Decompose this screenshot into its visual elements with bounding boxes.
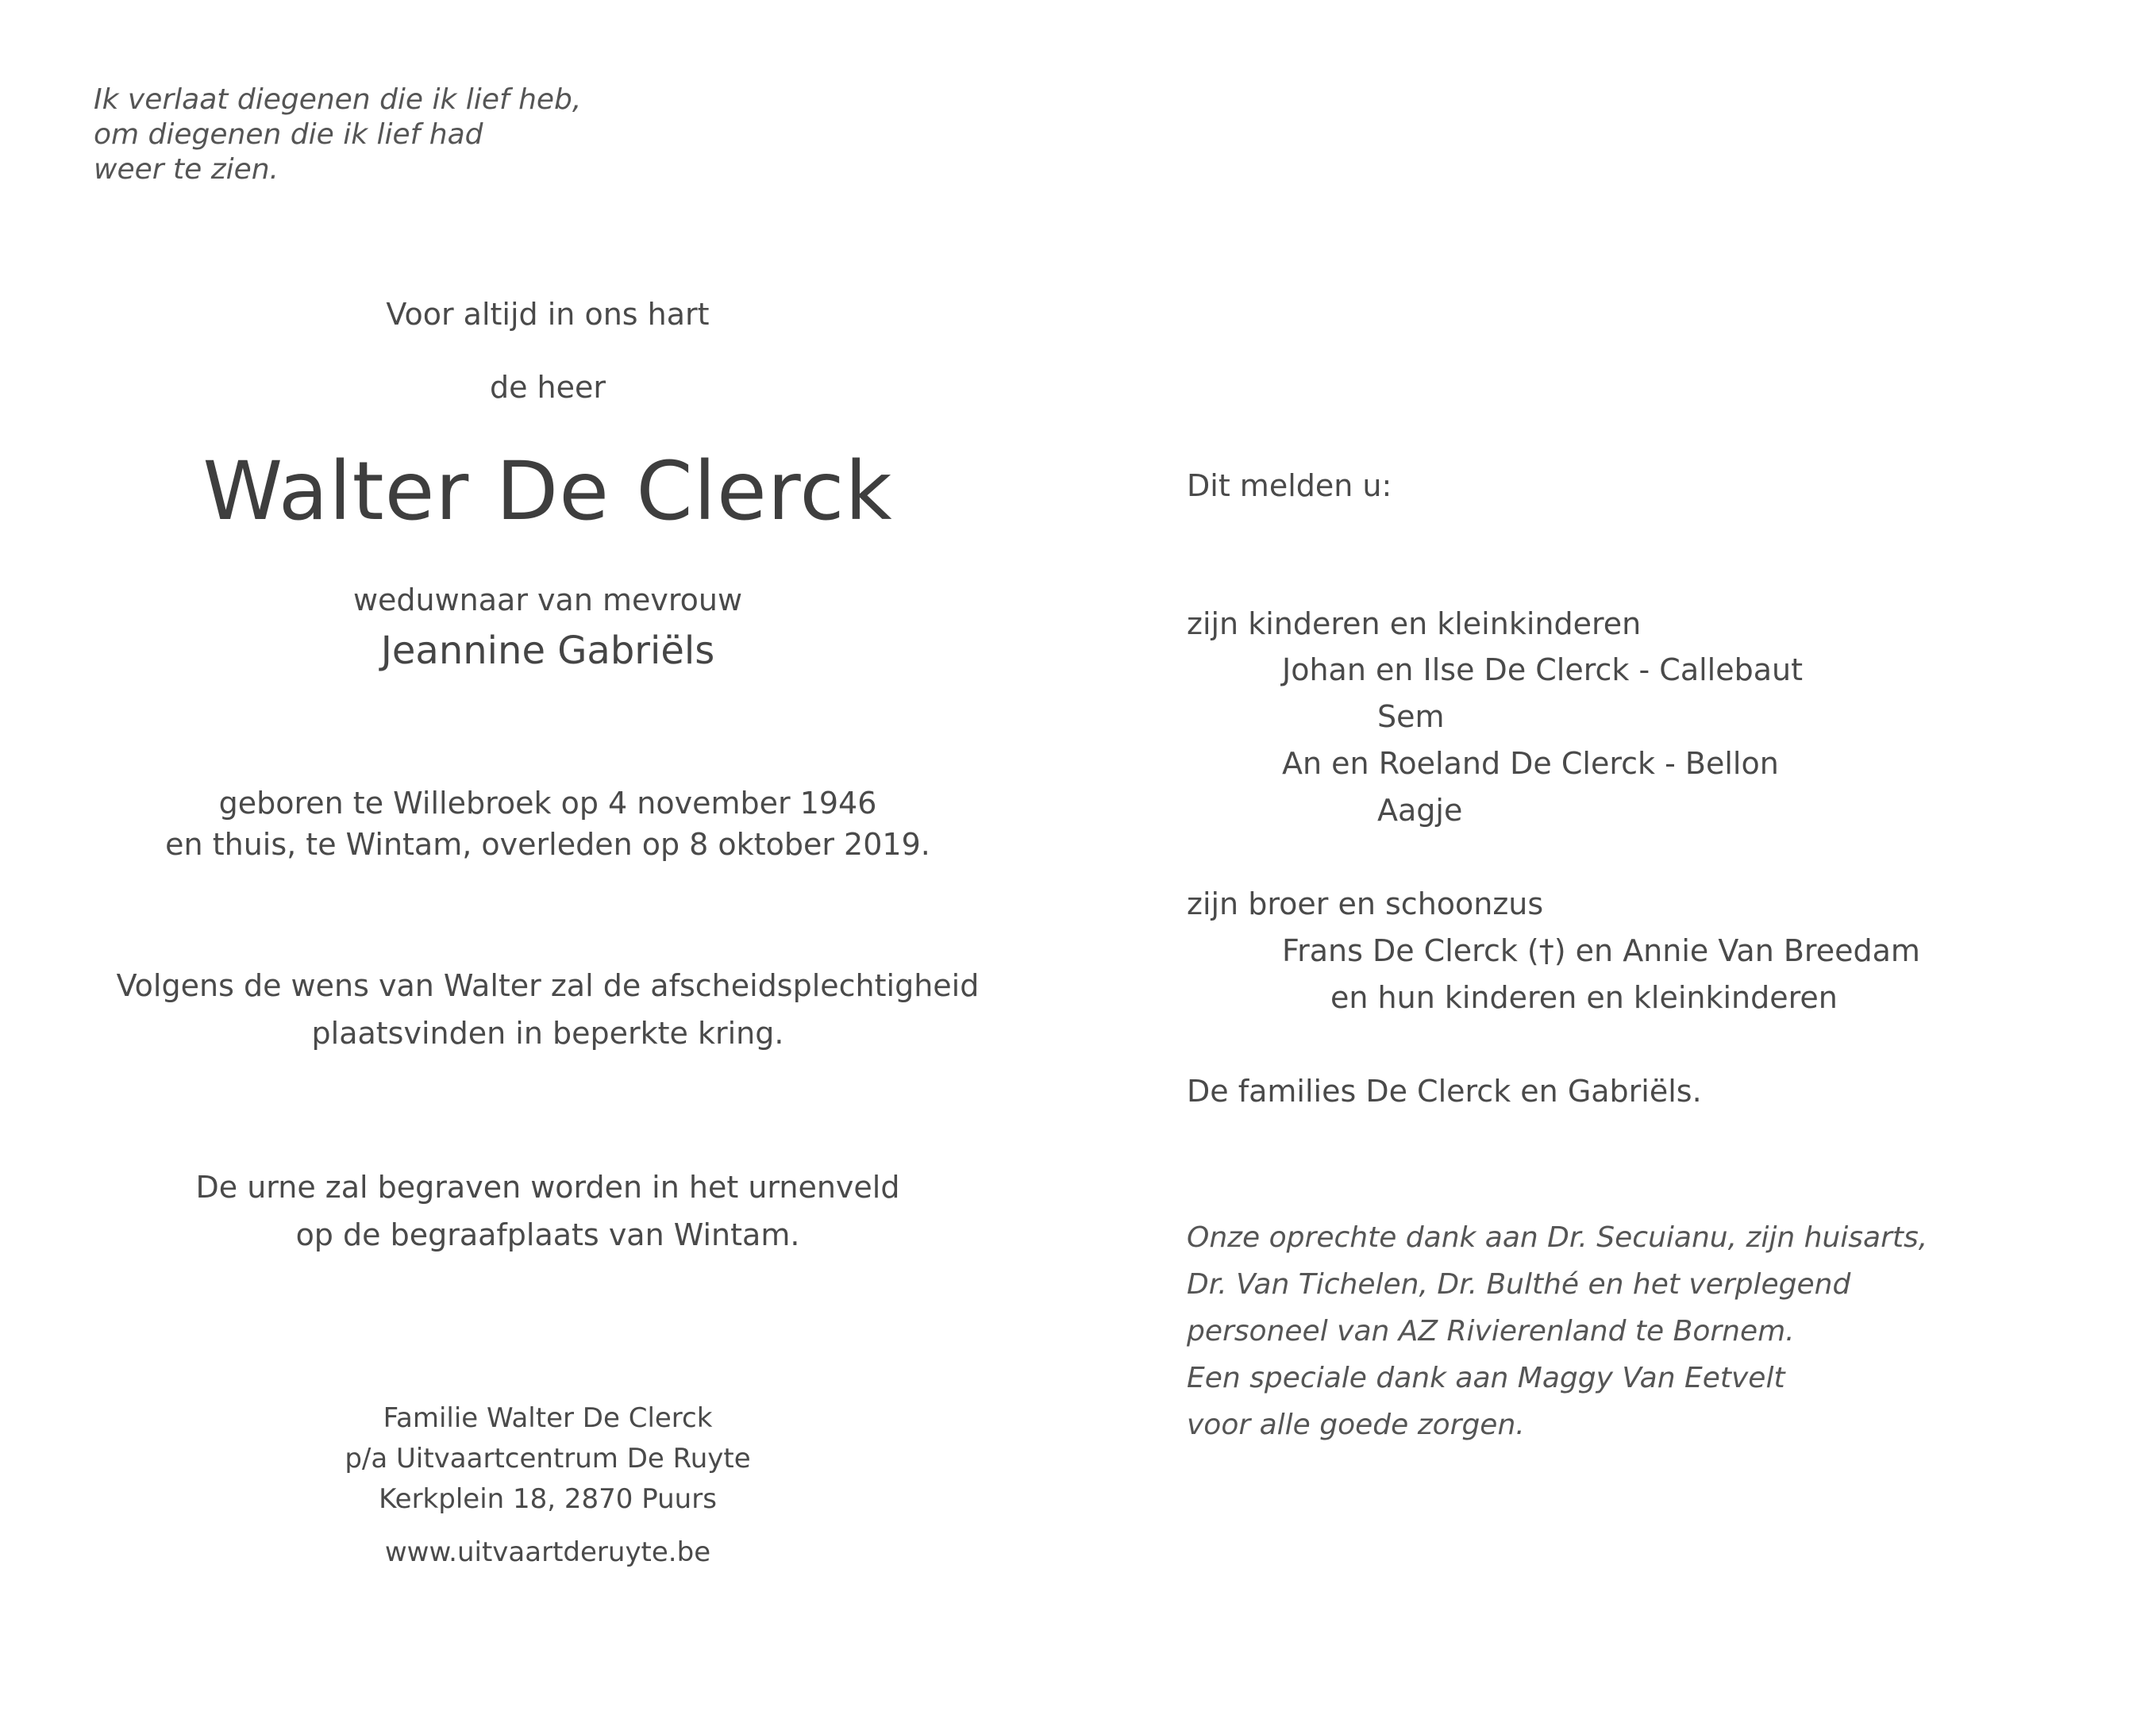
deceased-name: Walter De Clerck [202, 444, 893, 539]
contact-funeral-home: p/a Uitvaartcentrum De Ruyte [345, 1443, 751, 1474]
thanks-note [1187, 1214, 1927, 1448]
birth-line: geboren te Willebroek op 4 november 1946 [218, 786, 877, 821]
grandchild: Aagje [1377, 793, 1463, 828]
spouse-name: Jeannine Gabriëls [380, 629, 715, 673]
children-heading: zijn kinderen en kleinkinderen [1187, 606, 1642, 641]
thanks-line: Onze oprechte dank aan Dr. Secuianu, zijn huisarts, [1187, 1221, 1928, 1254]
child-family: An en Roeland De Clerck - Bellon [1282, 746, 1779, 781]
thanks-line: Een speciale dank aan Maggy Van Eetvelt [1187, 1362, 1785, 1394]
sibling-descendants: en hun kinderen en kleinkinderen [1330, 980, 1838, 1015]
sibling-family: Frans De Clerck (†) en Annie Van Breedam [1282, 933, 1920, 968]
contact-address [64, 1398, 1032, 1520]
wish-line: plaatsvinden in beperkte kring. [311, 1016, 784, 1051]
quote-line: om diegenen die ik lief had [94, 118, 483, 151]
death-line: en thuis, te Wintam, overleden op 8 oktober 2019. [165, 827, 930, 862]
honorific: de heer [489, 370, 606, 405]
memorial-intro: Voor altijd in ons hart [386, 297, 710, 332]
urn-line: op de begraafplaats van Wintam. [295, 1217, 800, 1252]
child-family: Johan en Ilse De Clerck - Callebaut [1282, 652, 1804, 687]
opening-quote [94, 83, 581, 187]
widower-text: weduwnaar van mevrouw [352, 582, 743, 617]
families-line: De families De Clerck en Gabriëls. [1187, 1074, 1702, 1109]
ceremony-wish [64, 962, 1032, 1057]
birth-death-dates [64, 782, 1032, 865]
quote-line: Ik verlaat diegenen die ik lief heb, [94, 83, 582, 116]
grandchild: Sem [1377, 699, 1445, 734]
contact-family: Familie Walter De Clerck [383, 1402, 713, 1434]
wish-line: Volgens de wens van Walter zal de afscheidsplechtigheid [116, 968, 980, 1003]
thanks-line: personeel van AZ Rivierenland te Bornem. [1187, 1315, 1795, 1348]
siblings-heading: zijn broer en schoonzus [1187, 886, 1544, 921]
quote-line: weer te zien. [94, 153, 279, 186]
website-link[interactable]: www.uitvaartderuyte.be [384, 1536, 711, 1568]
urn-burial [64, 1163, 1032, 1259]
announcement-intro: Dit melden u: [1187, 468, 1392, 503]
thanks-line: voor alle goede zorgen. [1187, 1409, 1525, 1441]
urn-line: De urne zal begraven worden in het urnenveld [195, 1170, 900, 1205]
contact-street: Kerkplein 18, 2870 Puurs [379, 1483, 717, 1515]
thanks-line: Dr. Van Tichelen, Dr. Bulthé en het verplegend [1187, 1268, 1851, 1301]
